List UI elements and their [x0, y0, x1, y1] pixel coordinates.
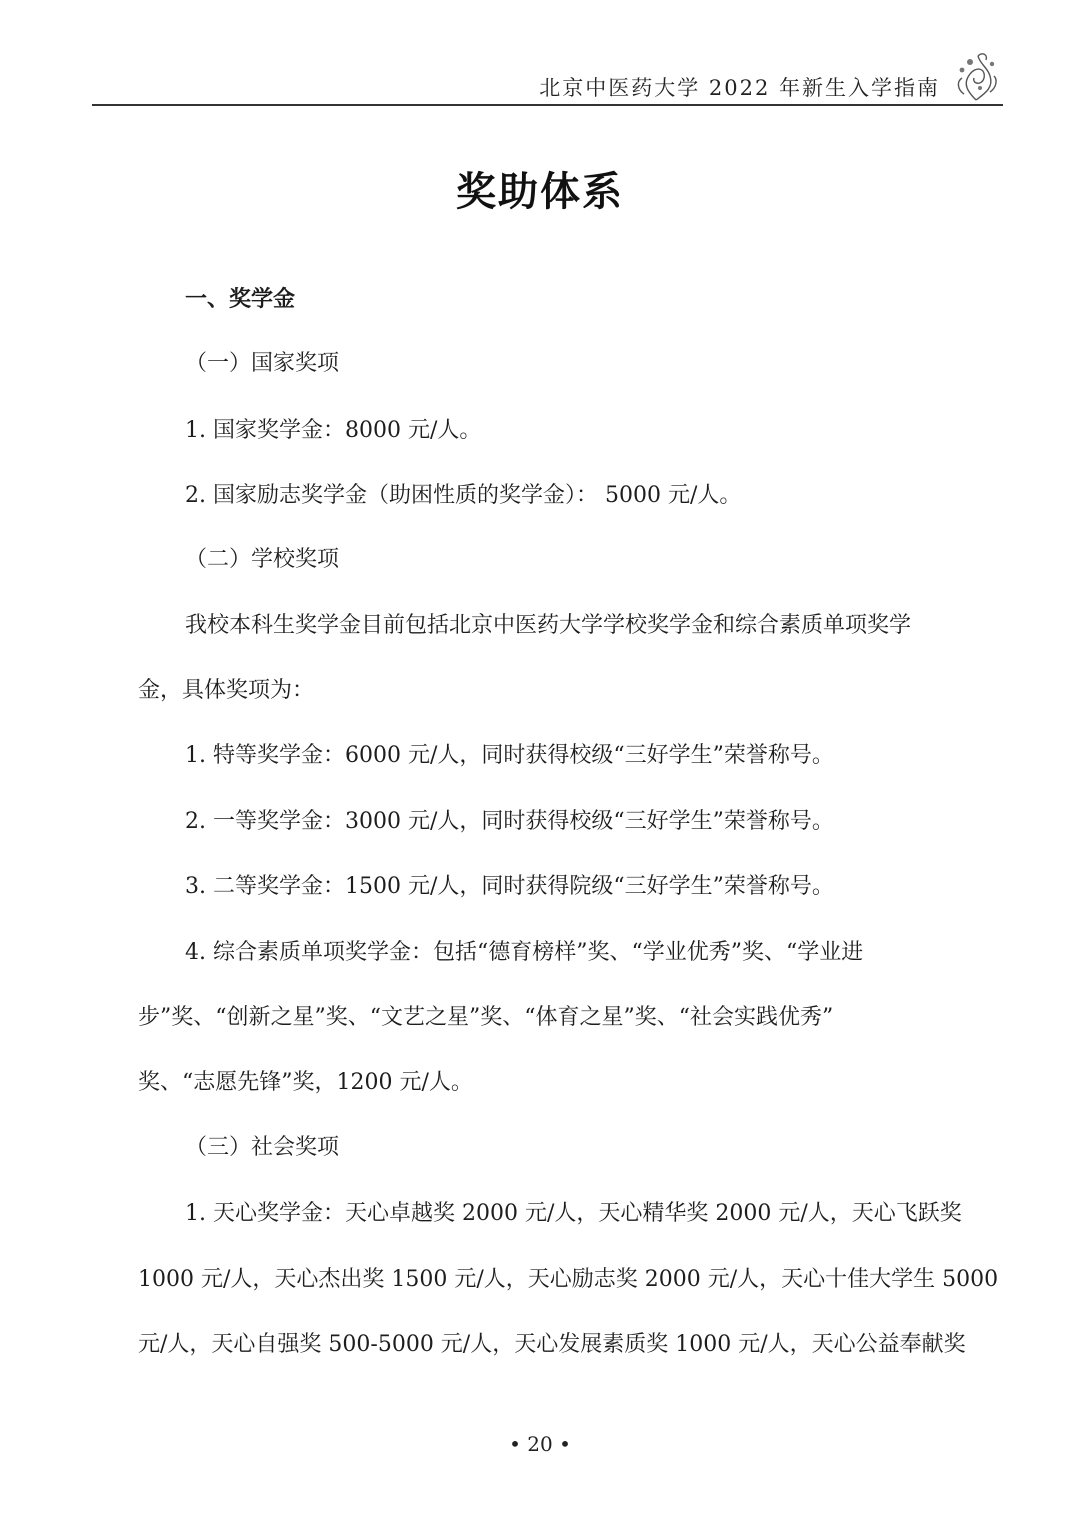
- list-item: 2. 一等奖学金：3000 元/人，同时获得校级“三好学生”荣誉称号。: [185, 809, 834, 834]
- paragraph-line: 元/人，天心自强奖 500-5000 元/人，天心发展素质奖 1000 元/人，天心公益奉献奖: [138, 1332, 966, 1357]
- list-item: 1. 天心奖学金：天心卓越奖 2000 元/人，天心精华奖 2000 元/人，天心飞跃奖: [185, 1201, 962, 1226]
- list-item: 1. 国家奖学金：8000 元/人。: [185, 418, 482, 443]
- subheading-social: （三）社会奖项: [185, 1135, 340, 1160]
- paragraph-line: 步”奖、“创新之星”奖、“文艺之星”奖、“体育之星”奖、“社会实践优秀”: [138, 1005, 834, 1030]
- running-header: 北京中医药大学 2022 年新生入学指南: [539, 76, 940, 100]
- paragraph-line: 我校本科生奖学金目前包括北京中医药大学学校奖学金和综合素质单项奖学: [185, 613, 912, 638]
- page-number: • 20 •: [509, 1432, 571, 1456]
- header-rule: [92, 104, 1003, 106]
- list-item: 2. 国家励志奖学金（助困性质的奖学金）： 5000 元/人。: [185, 483, 742, 508]
- list-item: 4. 综合素质单项奖学金：包括“德育榜样”奖、“学业优秀”奖、“学业进: [185, 940, 864, 965]
- page-title: 奖助体系: [456, 169, 624, 215]
- paragraph-line: 1000 元/人，天心杰出奖 1500 元/人，天心励志奖 2000 元/人，天心十佳大学生 5000: [138, 1267, 999, 1292]
- subheading-school: （二）学校奖项: [185, 547, 340, 572]
- floral-ornament-icon: [950, 48, 1002, 104]
- subheading-national: （一）国家奖项: [185, 351, 340, 376]
- list-item: 1. 特等奖学金：6000 元/人，同时获得校级“三好学生”荣誉称号。: [185, 743, 834, 768]
- list-item: 3. 二等奖学金：1500 元/人，同时获得院级“三好学生”荣誉称号。: [185, 874, 834, 899]
- paragraph-line: 奖、“志愿先锋”奖，1200 元/人。: [138, 1070, 473, 1095]
- paragraph-line: 金，具体奖项为：: [138, 678, 315, 703]
- section-heading-scholarship: 一、奖学金: [185, 287, 296, 312]
